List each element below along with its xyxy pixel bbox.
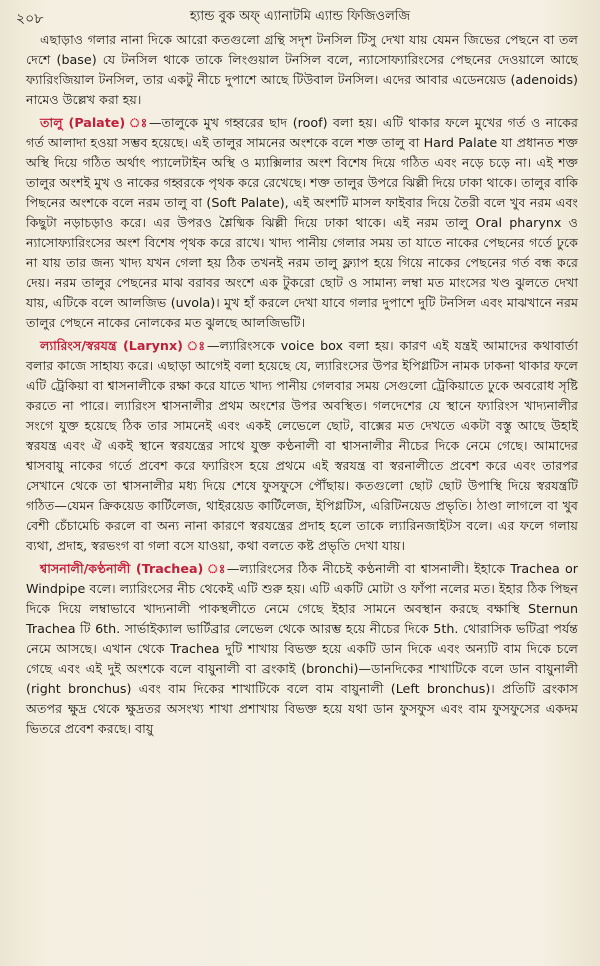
paragraph-body: —তালুকে মুখ গহ্বরের ছাদ (roof) বলা হয়। এটি থাকার ফলে মুখের গর্ত ও নাকের গর্ত আলাদা হওয়া সম্ভব হয়েছে। এই তালুর সামনের অংশকে বলে শক্ত তালু বা Hard Palate যা প্রধানত শক্ত অস্থি দিয়ে গঠিত অর্থাৎ প্যালেটাইন অস্থি ও ম্যাক্সিলার অংশ বিশেষ দিয়ে গঠিত এবং নড়ে চড়ে না। এই শক্ত তালুর অংশই মুখ ও নাকের গহ্বরকে পৃথক করে রেখেছে। শক্ত তালুর উপরে ঝিল্লী দিয়ে ঢাকা থাকে। তালুর বাকি পিছনের অংশকে বলে নরম তালু বা (Soft Palate), এই অংশটি মাসল ফাইবার দিয়ে তৈরী বলে খুব নরম এবং কিছুটা নড়াচড়াও করে। এর উপরও শ্লৈষ্মিক ঝিল্লী দিয়ে ঢাকা থাকে। এই নরম তালু Oral pharynx ও ন্যাসোফ্যারিংসের অংশ বিশেষ পৃথক করে রাখে। খাদ্য পানীয় গেলার সময় তা যাতে নাকের পেছনের গর্তে ঢুকে না যায় তার জন্য খাদ্য যখন গেলা হয় ঠিক তখনই নরম তালু ফ্ল্যাপ হয়ে গিয়ে নাকের পেছনের গর্ত বন্ধ করে দেয়। নরম তালুর পেছনের মাঝ বরাবর অংশে এক টুকরো ছোট ও সামান্য লম্বা মত মাংসের খণ্ড ঝুলতে দেখা যায়, এটিকে বলে আলজিভ (uvola)। মুখ হাঁ করলে দেখা যাবে গলার দুপাশে দুটি টনসিল এবং মাঝখানে নরম তালুর পেছনে নাকের নোলকের মত ঝুলছে আলজিভটি। [26,115,578,330]
paragraph-body: —ল্যারিংসের ঠিক নীচেই কণ্ঠনালী বা শ্বাসনালী। ইহাকে Trachea or Windpipe বলে। ল্যারিংসের নীচ থেকেই এটি শুরু হয়। এটি একটি মোটা ও ফাঁপা নলের মত। ইহার ঠিক পিছন দিকে দিয়ে লম্বাভাবে খাদ্যনালী পাকস্থলীতে নেমে গেছে ইহার সামনে অবস্থান করছে বক্ষাস্থি Sternun Trachea টি 6th. সার্ভাইক্যাল ভার্টিব্রার লেভেল থেকে আরম্ভ হয়ে নীচের দিকে 5th. থোরাসিক ভটিব্রা পর্যন্ত নেমে আসছে। এখান থেকে Trachea দুটি শাখায় বিভক্ত হয়ে একটি ডান দিকে এবং অন্যটি বাম দিকে চলে গেছে এবং এই দুই অংশকে বলে বায়ুনালী বা ব্রংকাই (bronchi)—ডানদিকের শাখাটিকে বলে ডান বায়ুনালী (right bronchus) এবং বাম দিকের শাখাটিকে বলে বাম বায়ুনালী (Left bronchus)। প্রতিটি ব্রংকাস অতপর ক্ষুদ্র থেকে ক্ষুদ্রতর অসংখ্য শাখা প্রশাখায় বিভক্ত হয়ে যথা ডান ফুসফুস এবং বাম ফুসফুসের একদম ভিতরে প্রবেশ করছে। বায়ু [26,561,579,736]
section-heading-trachea: শ্বাসনালী/কণ্ঠনালী (Trachea) ঃ [40,561,227,576]
section-heading-palate: তালু (Palate) ঃ [40,115,149,130]
paragraph-body: —ল্যারিংসকে voice box বলা হয়। কারণ এই যন্ত্রই আমাদের কথাবার্তা বলার কাজে সাহায্য করে। এছাড়া আগেই বলা হয়েছে যে, ল্যারিংসের উপর ইপিগ্লটিস নামক ঢাকনা থাকার ফলে এটি ট্রেকিয়া বা শ্বাসনালীকে রক্ষা করে যাতে খাদ্য পানীয় গেলবার সময় সেগুলো ট্রেকিয়াতে ঢুকে অবরোধ সৃষ্টি করতে না পারে। ল্যারিংস শ্বাসনালীর প্রথম অংশের উপর অবস্থিত। গলদেশের যে স্থানে ফ্যারিংস খাদ্যনালীর সংগে যুক্ত হয়েছে ঠিক তার সামনেই এবং একই লেভেলে ছোট, বাক্সের মত দেখতে একটা বস্তু আছে উহাই স্বরযন্ত্র এবং ঐ একই স্থানে স্বরযন্ত্রের সাথে যুক্ত কণ্ঠনালী বা শ্বাসনালীর নীচের দিকে নেমে গেছে। আমাদের শ্বাসবায়ু নাকের গর্তে প্রবেশ করে ফ্যারিংস হয়ে প্রথমে এই স্বরযন্ত্র বা স্বরনালীতে প্রবেশ করে এবং তারপর সেখানে থেকে তা শ্বাসনালীর মধ্য দিয়ে শেষে ফুসফুসে পৌঁছায়। কতগুলো ছোট ছোট উপাস্থি দিয়ে স্বরযন্ত্রটি গঠিত—যেমন ক্রিকয়েড কার্টিলেজ, থাইরয়েড কার্টিলেজ, ইপিগ্লটিস, এরিটিনয়েড প্রভৃতি। ঠাণ্ডা লাগলে বা খুব বেশী চেঁচামেচি করলে বা অন্য নানা কারণে স্বরযন্ত্রের প্রদাহ হলে তাকে ল্যারিনজাইটস বলে। এর ফলে গলায় ব্যথা, প্রদাহ, স্বরভংগ বা গলা বসে যাওয়া, কথা বলতে কষ্ট প্রভৃতি দেখা যায়। [26,338,579,553]
section-heading-larynx: ল্যারিংস/স্বরযন্ত্র (Larynx) ঃ [40,338,207,353]
paragraph-larynx [26,336,578,556]
paragraph-palate [26,113,578,333]
page-header [0,5,600,27]
paragraph-trachea [26,559,578,739]
running-title: হ্যান্ড বুক অফ্ এ্যানাটমি এ্যান্ড ফিজিওলজি [189,9,411,24]
paragraph-body: এছাড়াও গলার নানা দিকে আরো কতগুলো গ্রন্থি সদৃশ টনসিল টিসু দেখা যায় যেমন জিভের পেছনে বা তল দেশে (base) যে টনসিল থাকে তাকে লিংগুয়াল টনসিল বলে, ন্যাসোফ্যারিংসের পেছনের দেওয়ালে আছে ফ্যারিংজিয়াল টনসিল, তার একটু নীচে দুপাশে আছে টিউবাল টনসিল। এদের আবার এডেনয়েড (adenoids) নামেও উল্লেখ করা হয়। [26,32,578,107]
page-number: ২০৮ [16,11,44,27]
paragraph-tonsils [26,30,578,110]
